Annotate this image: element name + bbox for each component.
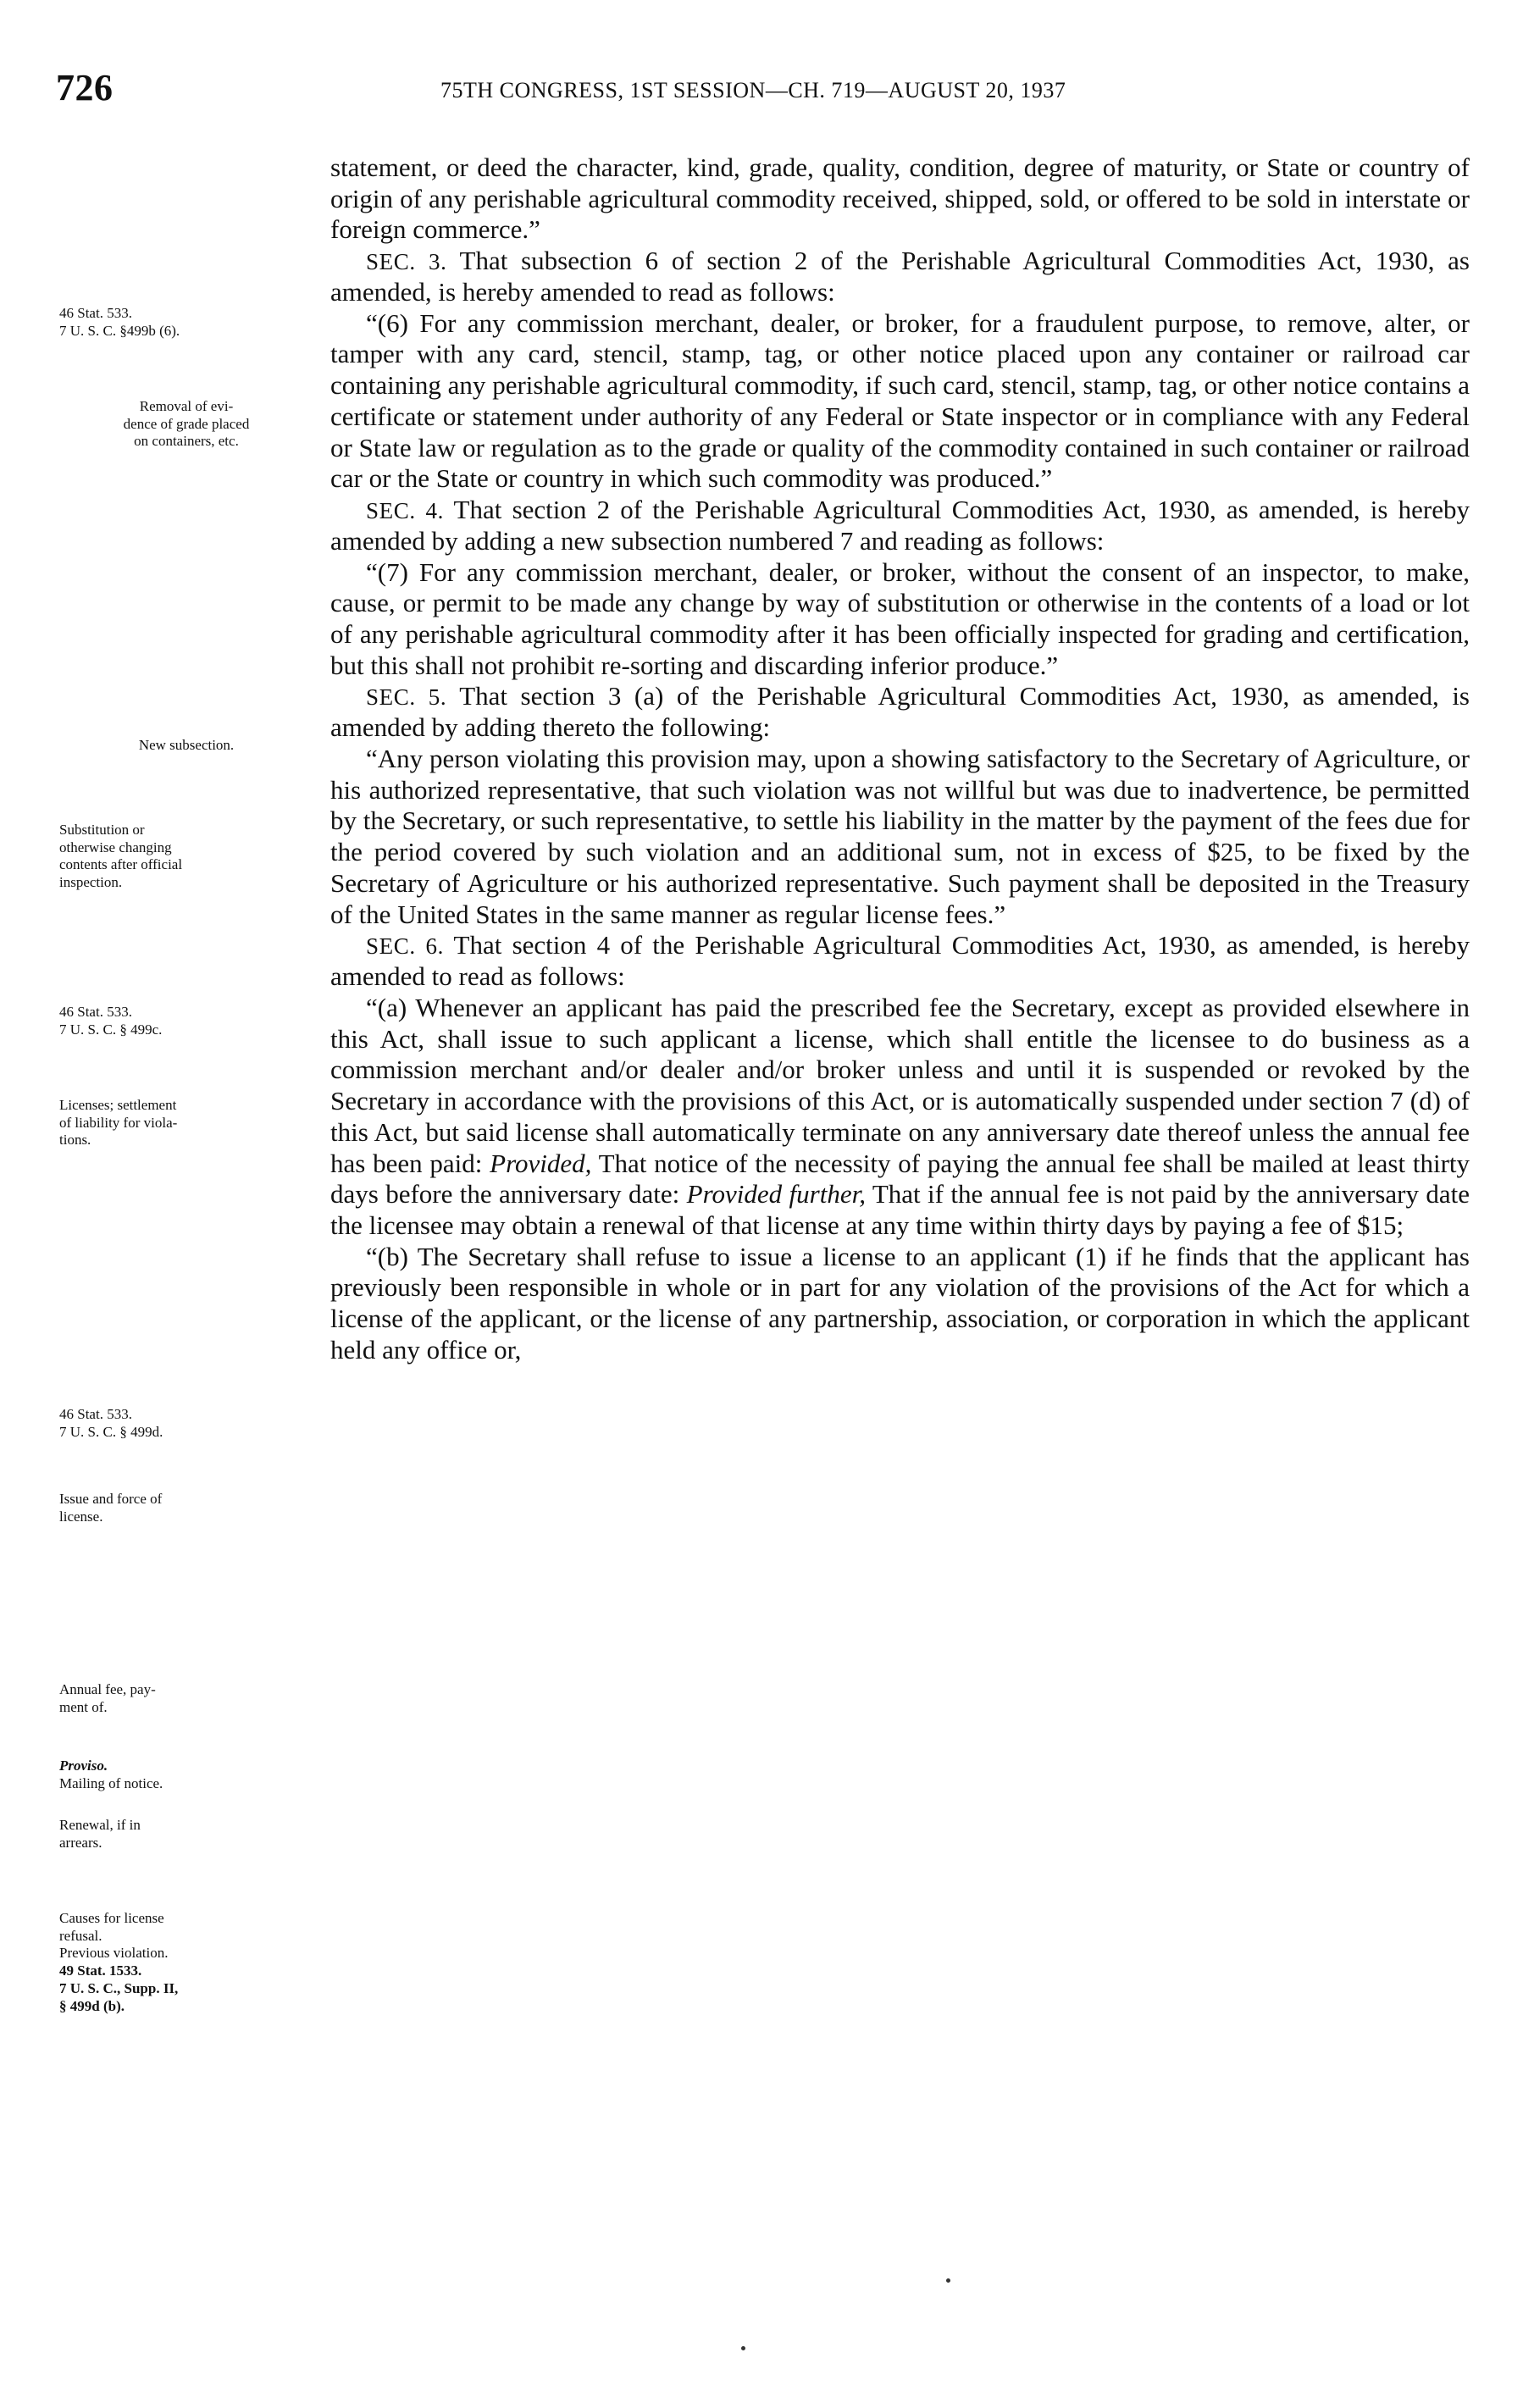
- margin-note-line: 46 Stat. 533.: [59, 1004, 132, 1020]
- paragraph-subsection-b: “(b) The Secretary shall refuse to issue a license to an applicant (1) if he finds that the applicant has previously been responsible in whole or in part for any violation of the provisions of the Act for which a license of the applicant, or the license of any partnership, association, or corporation in which the applicant held any office or,: [330, 1241, 1470, 1365]
- margin-note-proviso-mailing: [59, 1758, 313, 1792]
- paragraph-sec-6: [330, 930, 1470, 992]
- margin-note-line: dence of grade placed: [123, 415, 250, 432]
- section-label-4: SEC. 4.: [366, 498, 444, 524]
- margin-note-line: 7 U. S. C. §499b (6).: [59, 322, 180, 339]
- margin-note-line: 46 Stat. 533.: [59, 1406, 132, 1422]
- paragraph-subsection-a: [330, 993, 1470, 1242]
- margin-note-substitution: [59, 822, 313, 892]
- paragraph-sec-3: [330, 246, 1470, 307]
- margin-note-line: arrears.: [59, 1834, 102, 1851]
- margin-note-line: refusal.: [59, 1927, 102, 1944]
- margin-note-line: New subsection.: [138, 737, 235, 753]
- subsection-a-part3: That if the annual fee is not paid by the anniversary date the licensee may obtain a renewal of that license at any time within thirty days by paying a fee of $15;: [330, 1179, 1470, 1240]
- paragraph-subsection-7: “(7) For any commission merchant, dealer, or broker, without the consent of an inspector, to make, cause, or permit to be made any change by way of substitution or otherwise in the contents of a load or lot of any perishable agricultural commodity after it has been officially inspected for grading and certification, but this shall not prohibit re-sorting and discarding inferior produce.”: [330, 556, 1470, 680]
- paragraph-sec-4: [330, 495, 1470, 556]
- margin-note-removal-of-evidence: [59, 398, 313, 451]
- margin-note-line: § 499d (b).: [59, 1997, 125, 2014]
- margin-note-line: Substitution or: [59, 822, 145, 838]
- subsection-a-part1: “(a) Whenever an applicant has paid the prescribed fee the Secretary, except as provided elsewhere in this Act, shall issue to such applicant a license, which shall entitle the licensee to do business as a commission merchant and/or dealer and/or broker unless and until it is suspended or revoked by the Secretary in accordance with the provisions of this Act, or is automatically suspended under section 7 (d) of this Act, but said license shall automatically terminate on any anniversary date thereof unless the annual fee has been paid:: [330, 992, 1470, 1178]
- body-column: [330, 152, 1470, 1366]
- page-mark-dot: [741, 2346, 745, 2350]
- section-6-text: That section 4 of the Perishable Agricultural Commodities Act, 1930, as amended, is hereby amended to read as follows:: [330, 930, 1470, 992]
- margin-note-line: otherwise changing: [59, 839, 172, 855]
- margin-note-line: Licenses; settlement: [59, 1097, 177, 1113]
- page-header: [0, 66, 1534, 117]
- margin-note-46stat533-499d: [59, 1406, 313, 1441]
- margin-note-line: inspection.: [59, 874, 123, 891]
- section-label-3: SEC. 3.: [366, 249, 447, 275]
- margin-note-line: 7 U. S. C. § 499d.: [59, 1423, 163, 1440]
- margin-note-line: license.: [59, 1508, 103, 1525]
- margin-note-line: 7 U. S. C., Supp. II,: [59, 1979, 179, 1996]
- margin-note-line: Mailing of notice.: [59, 1774, 163, 1791]
- margin-note-issue-and-force: [59, 1491, 313, 1525]
- paragraph-subsection-6: “(6) For any commission merchant, dealer, or broker, for a fraudulent purpose, to remove, alter, or tamper with any card, stencil, stamp, tag, or other notice placed upon any container or railroad car containing any perishable agricultural commodity, if such card, stencil, stamp, tag, or other notice contains a certificate or statement under authority of any Federal or State inspector or in compliance with any Federal or State law or regulation as to the grade or quality of the commodity contained in such container or railroad car or the State or country in which such commodity was produced.”: [330, 307, 1470, 494]
- subsection-a-part2: That notice of the necessity of paying the annual fee shall be mailed at least thirty days before the anniversary date:: [330, 1148, 1470, 1210]
- margin-note-annual-fee: [59, 1681, 313, 1716]
- paragraph-statement-or-deed: statement, or deed the character, kind, grade, quality, condition, degree of maturity, or State or country of origin of any perishable agricultural commodity received, shipped, sold, or offered to be sold in interstate or foreign commerce.”: [330, 152, 1470, 245]
- paragraph-any-person-violating: “Any person violating this provision may, upon a showing satisfactory to the Secretary of Agriculture, or his authorized representative, that such violation was not willful but was due to inadvertence, be permitted by the Secretary, or such representative, to settle his liability in the matter by the payment of the fees due for the period covered by such violation and an additional sum, not in excess of $25, to be fixed by the Secretary of Agriculture or his authorized representative. Such payment shall be deposited in the Treasury of the United States in the same manner as regular license fees.”: [330, 743, 1470, 929]
- running-head: [440, 78, 1338, 103]
- margin-note-licenses-settlement: [59, 1097, 313, 1149]
- margin-note-line: on containers, etc.: [134, 433, 239, 450]
- margin-note-line: ment of.: [59, 1698, 108, 1715]
- margin-note-line: contents after official: [59, 856, 183, 873]
- proviso-2: Provided further,: [686, 1179, 866, 1210]
- margin-note-46stat533-499b6: [59, 305, 313, 340]
- page-number: 726: [56, 67, 114, 108]
- margin-note-line: Previous violation.: [59, 1945, 169, 1962]
- section-5-text: That section 3 (a) of the Perishable Agricultural Commodities Act, 1930, as amended, is amended by adding thereto the following:: [330, 681, 1470, 743]
- margin-note-line: 7 U. S. C. § 499c.: [59, 1021, 163, 1038]
- section-label-5: SEC. 5.: [366, 684, 447, 711]
- paragraph-sec-5: [330, 681, 1470, 743]
- section-label-6: SEC. 6.: [366, 933, 444, 960]
- margin-note-46stat533-499c: [59, 1004, 313, 1038]
- margin-note-new-subsection: [59, 737, 313, 755]
- margin-note-line: Renewal, if in: [59, 1817, 141, 1833]
- margin-note-line: of liability for viola-: [59, 1114, 178, 1131]
- margin-note-line: Proviso.: [59, 1758, 108, 1774]
- running-head-text: 75TH CONGRESS, 1ST SESSION—CH. 719—AUGUST 20, 1937: [440, 78, 1066, 102]
- margin-note-line: 46 Stat. 533.: [59, 305, 132, 321]
- margin-note-line: Removal of evi-: [139, 398, 234, 414]
- section-4-text: That section 2 of the Perishable Agricultural Commodities Act, 1930, as amended, is hereby amended by adding a new subsection numbered 7 and reading as follows:: [330, 495, 1470, 556]
- margin-note-causes-refusal: [59, 1910, 313, 2015]
- margin-note-line: 49 Stat. 1533.: [59, 1962, 142, 1979]
- margin-note-line: tions.: [59, 1132, 91, 1149]
- page-mark-dot: [946, 2278, 950, 2283]
- section-3-text: That subsection 6 of section 2 of the Perishable Agricultural Commodities Act, 1930, as amended, is hereby amended to read as follows:: [330, 246, 1470, 307]
- proviso-1: Provided,: [490, 1148, 592, 1178]
- margin-note-line: Causes for license: [59, 1910, 164, 1926]
- margin-note-renewal-arrears: [59, 1817, 313, 1852]
- margin-note-line: Annual fee, pay-: [59, 1681, 156, 1697]
- margin-note-line: Issue and force of: [59, 1491, 163, 1507]
